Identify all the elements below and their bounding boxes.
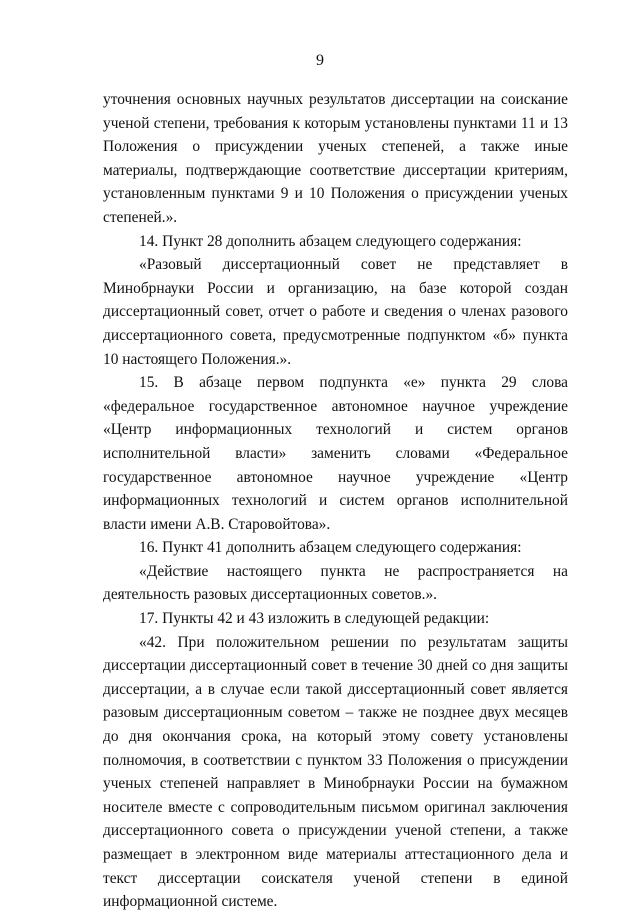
paragraph-continuation: уточнения основных научных результатов диссертации на соискание ученой степени, требования к которым установлены пунктами 11 и 13 Положения о присуждении ученых степеней, а также иные материалы, подтверждающие соответствие диссертации критериям, установленным пунктами 9 и 10 Положения о присуждении ученых степеней.». (103, 91, 568, 226)
paragraph-item-42-quote: «42. При положительном решении по результатам защиты диссертации диссертационный совет в течение 30 дней со дня защиты диссертации, а в случае если такой диссертационный совет является разовым диссертационным советом – также не позднее двух месяцев до дня окончания срока, на который этому совету установлены полномочия, в соответствии с пунктом 33 Положения о присуждении ученых степеней направляет в Минобрнауки России на бумажном носителе вместе с сопроводительным письмом оригинал заключения диссертационного совета о присуждении ученой степени, а также размещает в электронном виде материалы аттестационного дела и текст диссертации соискателя ученой степени в единой информационной системе. (103, 633, 568, 911)
paragraph-item-17: 17. Пункты 42 и 43 изложить в следующей редакции: (139, 610, 490, 628)
paragraph-item-14: 14. Пункт 28 дополнить абзацем следующего содержания: (139, 232, 522, 250)
paragraph-item-14-quote: «Разовый диссертационный совет не представляет в Минобрнауки России и организацию, на базе которой создан диссертационный совет, отчет о работе и сведения о членах разового диссертационного совета, предусмотренные подпунктом «б» пункта 10 настоящего Положения.». (103, 256, 568, 368)
document-body (103, 88, 568, 914)
page-number: 9 (316, 52, 324, 69)
paragraph-item-16: 16. Пункт 41 дополнить абзацем следующего содержания: (139, 539, 522, 557)
paragraph-item-15: 15. В абзаце первом подпункта «е» пункта 29 слова «федеральное государственное автономное научное учреждение «Центр информационных технологий и систем органов исполнительной власти» заменить словами «Федеральное государственное автономное научное учреждение «Центр информационных технологий и систем органов исполнительной власти имени А.В. Старовойтова». (103, 374, 568, 533)
paragraph-item-16-quote: «Действие настоящего пункта не распространяется на деятельность разовых диссертационных советов.». (103, 562, 568, 604)
